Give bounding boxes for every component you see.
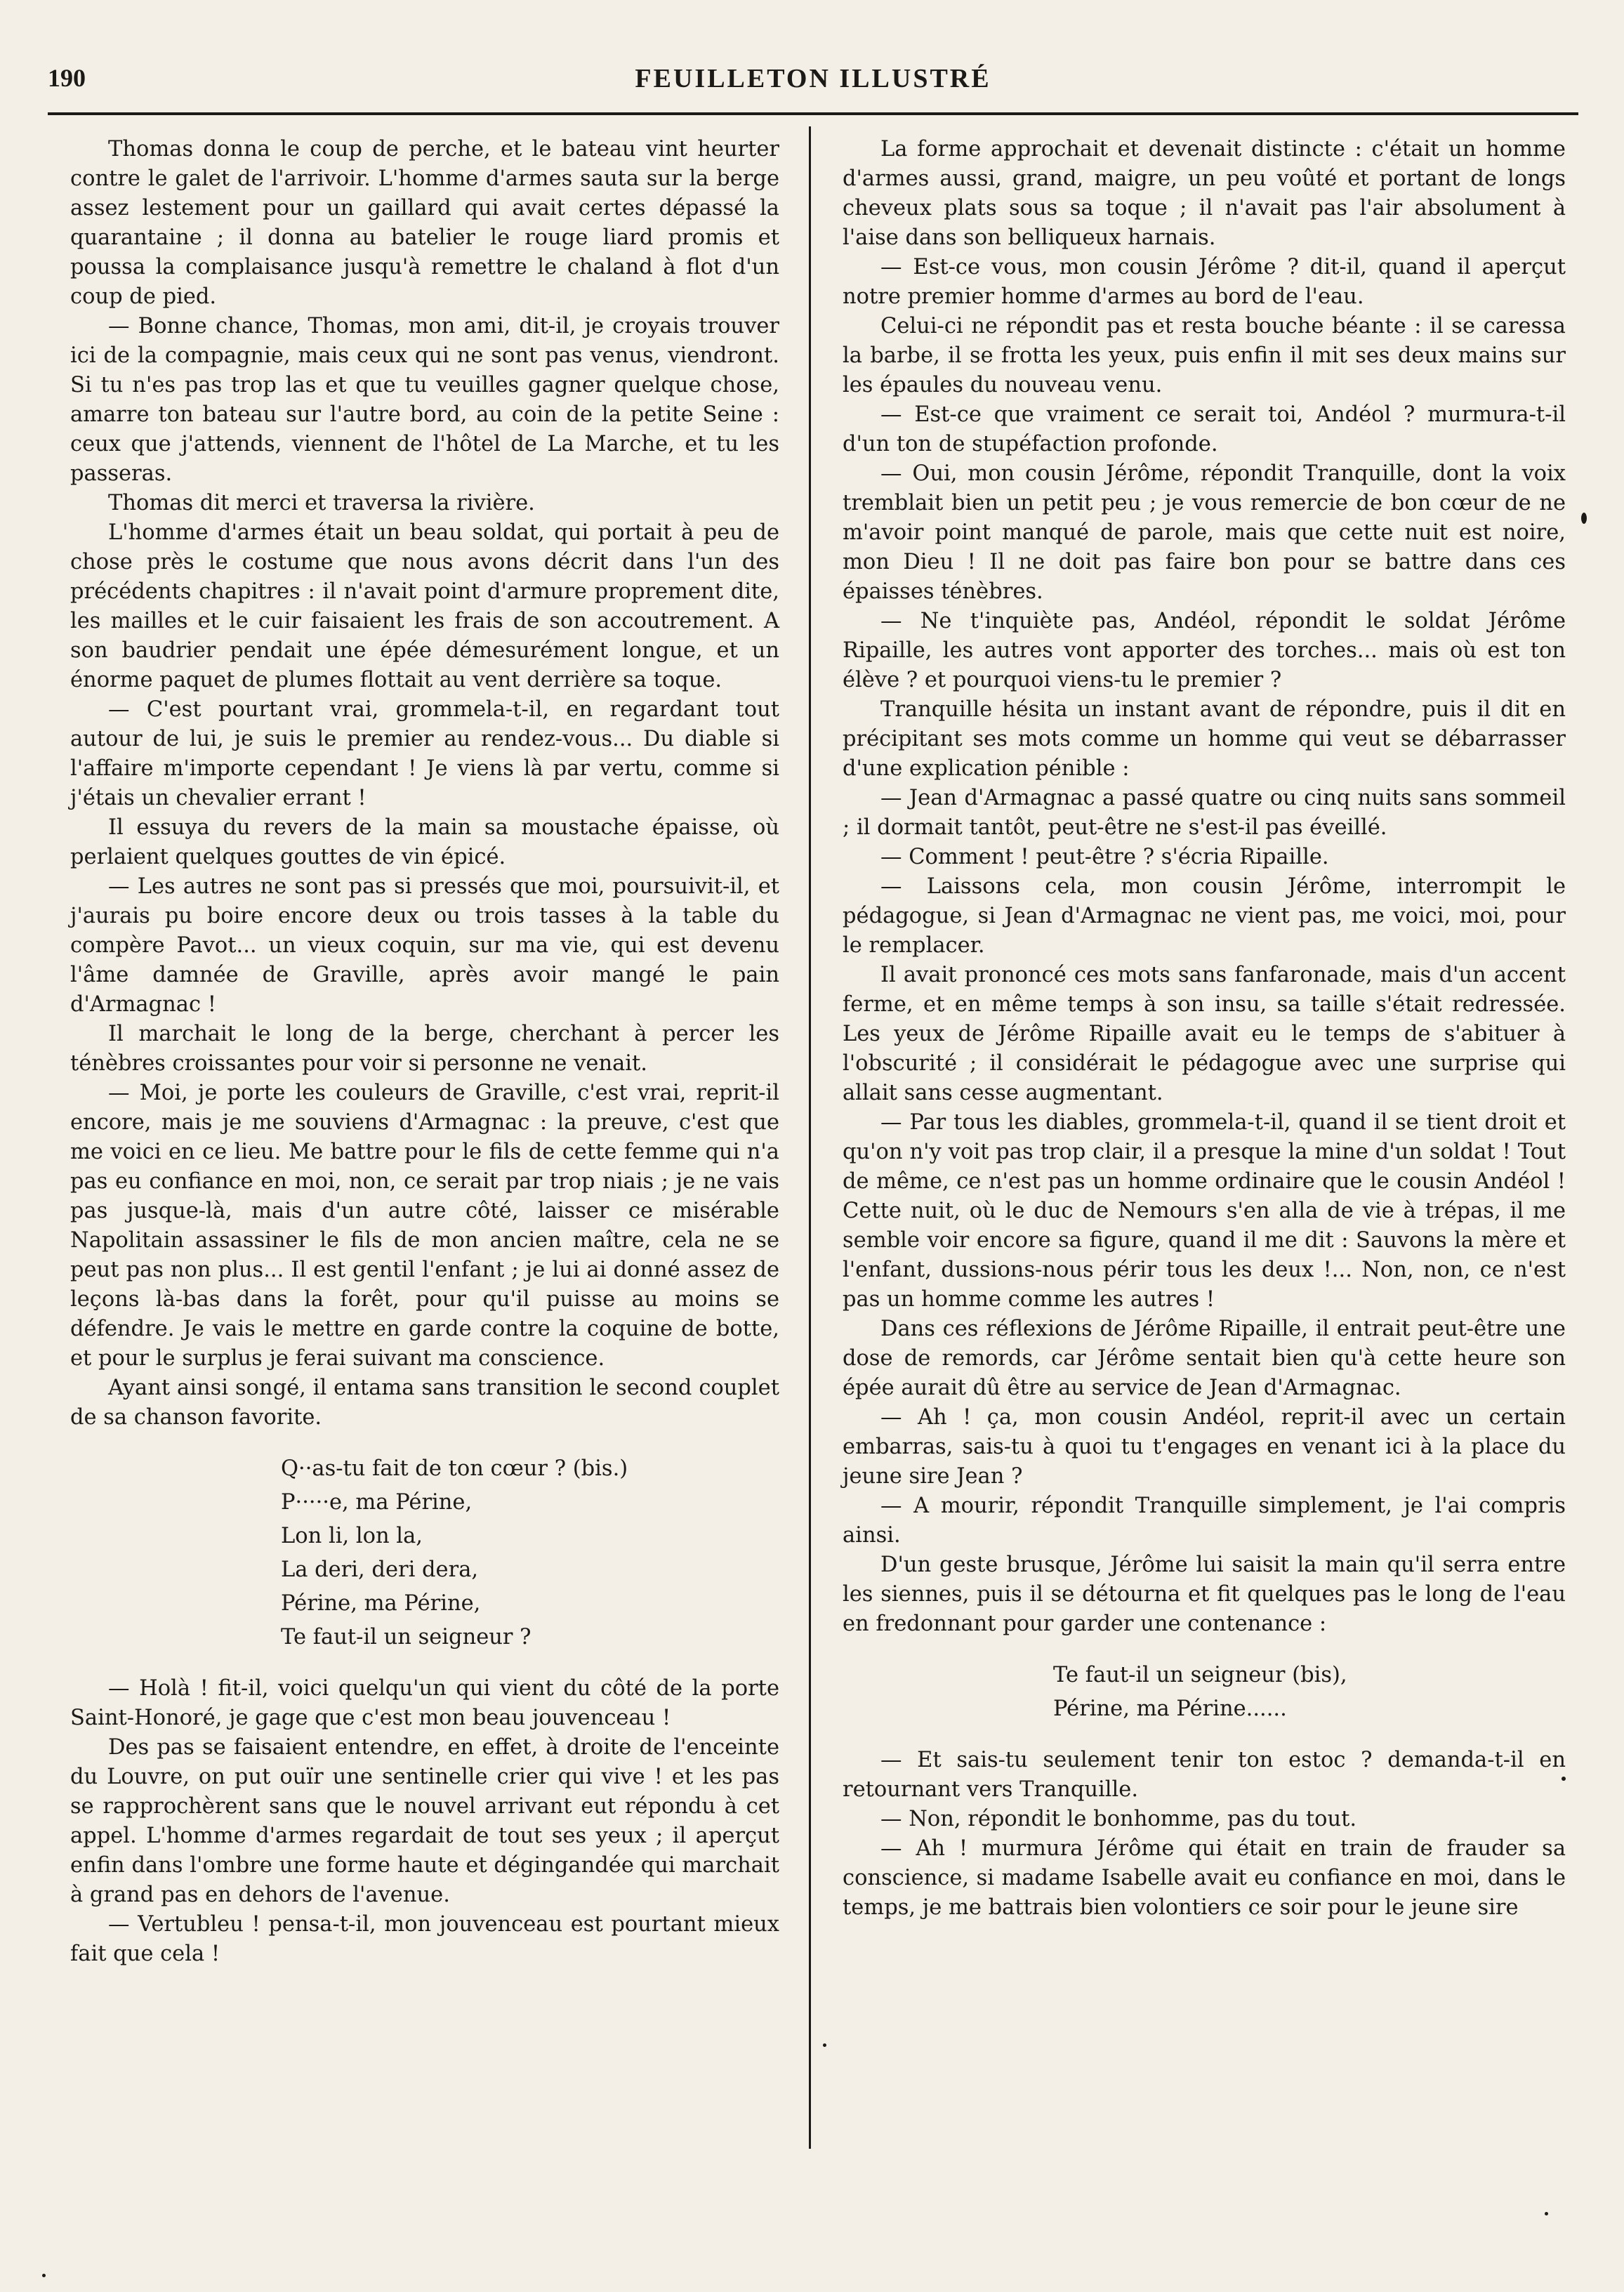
paragraph: Ayant ainsi songé, il entama sans transition le second couplet de sa chanson favorite.	[70, 1376, 779, 1430]
print-speck	[1562, 1777, 1566, 1781]
page-number: 190	[48, 64, 86, 92]
paragraph: — Et sais-tu seulement tenir ton estoc ? demanda-t-il en retournant vers Tranquille.	[843, 1748, 1566, 1802]
paragraph: Thomas dit merci et traversa la rivière.	[108, 491, 535, 515]
song-verse	[843, 1659, 1566, 1726]
song-verse	[70, 1452, 779, 1654]
print-speck	[823, 2043, 826, 2047]
left-column	[70, 135, 779, 1969]
page-header	[48, 63, 1578, 112]
paragraph: — Par tous les diables, grommela-t-il, quand il se tient droit et qu'on n'y voit pas trop clair, il a presque la mine d'un soldat ! Tout de même, ce n'est pas un homme ordinaire que le cousin Andéol ! Cette nuit, où le duc de Nemours s'en alla de vie à trépas, il me semble voir encore sa figure, quand il me dit : Sauvons la mère et l'enfant, dussions-nous périr tous les deux !... Non, non, ce n'est pas un homme comme les autres !	[843, 1110, 1566, 1312]
paragraph: — Ah ! murmura Jérôme qui était en train de frauder sa conscience, si madame Isabelle avait eu confiance en moi, dans le temps, je me battrais bien volontiers ce soir pour le jeune sire	[843, 1836, 1566, 1920]
verse-line: Te faut-il un seigneur (bis),	[1053, 1663, 1347, 1687]
paragraph: — Holà ! fit-il, voici quelqu'un qui vient du côté de la porte Saint-Honoré, je gage que c'est mon beau jouvenceau !	[70, 1676, 779, 1730]
paragraph: — Est-ce vous, mon cousin Jérôme ? dit-il, quand il aperçut notre premier homme d'armes au bord de l'eau.	[843, 255, 1566, 309]
paragraph: Il essuya du revers de la main sa moustache épaisse, où perlaient quelques gouttes de vin épicé.	[70, 815, 779, 869]
verse-line: La deri, deri dera,	[281, 1557, 479, 1582]
print-speck	[1581, 513, 1587, 524]
verse-line: Lon li, lon la,	[281, 1524, 423, 1548]
paragraph: — Comment ! peut-être ? s'écria Ripaille.	[880, 845, 1329, 869]
paragraph: — Moi, je porte les couleurs de Graville, c'est vrai, reprit-il encore, mais je me souviens d'Armagnac : la preuve, c'est que me voici en ce lieu. Me battre pour le fils de cette femme qui n'a pas eu confiance en moi, non, ce serait par trop niais ; je ne vais pas jusque-là, mais d'un autre côté, laisser ce misérable Napolitain assassiner le fils de mon ancien maître, cela ne se peut pas non plus... Il est gentil l'enfant ; je lui ai donné assez de leçons là-bas dans la forêt, pour qu'il puisse au moins se défendre. Je vais le mettre en garde contre la coquine de botte, et pour le surplus je ferai suivant ma conscience.	[70, 1081, 779, 1371]
paragraph: — Jean d'Armagnac a passé quatre ou cinq nuits sans sommeil ; il dormait tantôt, peut-être ne s'est-il pas éveillé.	[843, 786, 1566, 840]
paragraph: L'homme d'armes était un beau soldat, qui portait à peu de chose près le costume que nous avons décrit dans l'un des précédents chapitres : il n'avait point d'armure proprement dite, les mailles et le cuir faisaient les frais de son accoutrement. A son baudrier pendait une épée démesurément longue, et un énorme paquet de plumes flottait au vent derrière sa toque.	[70, 520, 779, 692]
paragraph: — Non, répondit le bonhomme, pas du tout.	[880, 1807, 1357, 1831]
verse-line: Te faut-il un seigneur ?	[281, 1625, 532, 1649]
paragraph: Dans ces réflexions de Jérôme Ripaille, il entrait peut-être une dose de remords, car Jérôme sentait bien qu'à cette heure son épée aurait dû être au service de Jean d'Armagnac.	[843, 1317, 1566, 1400]
paragraph: — Est-ce que vraiment ce serait toi, Andéol ? murmura-t-il d'un ton de stupéfaction profonde.	[843, 402, 1566, 456]
verse-line: P·····e, ma Périne,	[281, 1490, 473, 1515]
paragraph: Des pas se faisaient entendre, en effet, à droite de l'enceinte du Louvre, on put ouïr une sentinelle crier qui vive ! et les pas se rapprochèrent sans que le nouvel arrivant eut répondu à cet appel. L'homme d'armes regardait de tout ses yeux ; il aperçut enfin dans l'ombre une forme haute et dégingandée qui marchait à grand pas en dehors de l'avenue.	[70, 1735, 779, 1907]
paragraph: — Laissons cela, mon cousin Jérôme, interrompit le pédagogue, si Jean d'Armagnac ne vient pas, me voici, moi, pour le remplacer.	[843, 874, 1566, 958]
print-speck	[1545, 2212, 1548, 2215]
paragraph: Thomas donna le coup de perche, et le bateau vint heurter contre le galet de l'arrivoir. L'homme d'armes sauta sur la berge assez lestement pour un gaillard qui avait certes dépassé la quarantaine ; il donna au batelier le rouge liard promis et poussa la complaisance jusqu'à remettre le chaland à flot d'un coup de pied.	[70, 137, 779, 309]
paragraph: Il avait prononcé ces mots sans fanfaronade, mais d'un accent ferme, et en même temps à son insu, sa taille s'était redressée. Les yeux de Jérôme Ripaille avait eu le temps de s'abituer à l'obscurité ; il considérait le pédagogue avec une surprise qui allait sans cesse augmentant.	[843, 963, 1566, 1105]
paragraph: — Ne t'inquiète pas, Andéol, répondit le soldat Jérôme Ripaille, les autres vont apporter des torches... mais où est ton élève ? et pourquoi viens-tu le premier ?	[843, 609, 1566, 692]
running-title: FEUILLETON ILLUSTRÉ	[635, 64, 991, 93]
paragraph: — Vertubleu ! pensa-t-il, mon jouvenceau est pourtant mieux fait que cela !	[70, 1912, 779, 1966]
verse-line: Périne, ma Périne,	[281, 1591, 481, 1616]
verse-line: Q··as-tu fait de ton cœur ? (bis.)	[281, 1456, 628, 1481]
paragraph: — C'est pourtant vrai, grommela-t-il, en regardant tout autour de lui, je suis le premier au rendez-vous... Du diable si l'affaire m'importe cependant ! Je viens là par vertu, comme si j'étais un chevalier errant !	[70, 697, 779, 810]
paragraph: — A mourir, répondit Tranquille simplement, je l'ai compris ainsi.	[843, 1494, 1566, 1548]
header-rule	[48, 112, 1578, 115]
right-column	[843, 135, 1566, 1923]
paragraph: Celui-ci ne répondit pas et resta bouche béante : il se caressa la barbe, il se frotta les yeux, puis enfin il mit ses deux mains sur les épaules du nouveau venu.	[843, 314, 1566, 397]
paragraph: — Les autres ne sont pas si pressés que moi, poursuivit-il, et j'aurais pu boire encore deux ou trois tasses à la table du compère Pavot... un vieux coquin, sur ma vie, qui est devenu l'âme damnée de Graville, après avoir mangé le pain d'Armagnac !	[70, 874, 779, 1017]
verse-line: Périne, ma Périne......	[1053, 1697, 1287, 1721]
paragraph: D'un geste brusque, Jérôme lui saisit la main qu'il serra entre les siennes, puis il se détourna et fit quelques pas le long de l'eau en fredonnant pour garder une contenance :	[843, 1553, 1566, 1636]
paragraph: Tranquille hésita un instant avant de répondre, puis il dit en précipitant ses mots comme un homme qui veut se débarrasser d'une explication pénible :	[843, 697, 1566, 781]
print-speck	[42, 2274, 46, 2277]
column-divider	[809, 126, 811, 2149]
paragraph: — Bonne chance, Thomas, mon ami, dit-il, je croyais trouver ici de la compagnie, mais ceux qui ne sont pas venus, viendront. Si tu n'es pas trop las et que tu veuilles gagner quelque chose, amarre ton bateau sur l'autre bord, au coin de la petite Seine : ceux que j'attends, viennent de l'hôtel de La Marche, et tu les passeras.	[70, 314, 779, 486]
paragraph: — Oui, mon cousin Jérôme, répondit Tranquille, dont la voix tremblait bien un petit peu ; je vous remercie de bon cœur de ne m'avoir point manqué de parole, mais que cette nuit est noire, mon Dieu ! Il ne doit pas faire bon pour se battre dans ces épaisses ténèbres.	[843, 461, 1566, 604]
paragraph: — Ah ! ça, mon cousin Andéol, reprit-il avec un certain embarras, sais-tu à quoi tu t'engages en venant ici à la place du jeune sire Jean ?	[843, 1405, 1566, 1489]
paragraph: La forme approchait et devenait distincte : c'était un homme d'armes aussi, grand, maigre, un peu voûté et portant de longs cheveux plats sous sa toque ; il n'avait pas l'air absolument à l'aise dans son belliqueux harnais.	[843, 137, 1566, 250]
paragraph: Il marchait le long de la berge, cherchant à percer les ténèbres croissantes pour voir si personne ne venait.	[70, 1022, 779, 1076]
